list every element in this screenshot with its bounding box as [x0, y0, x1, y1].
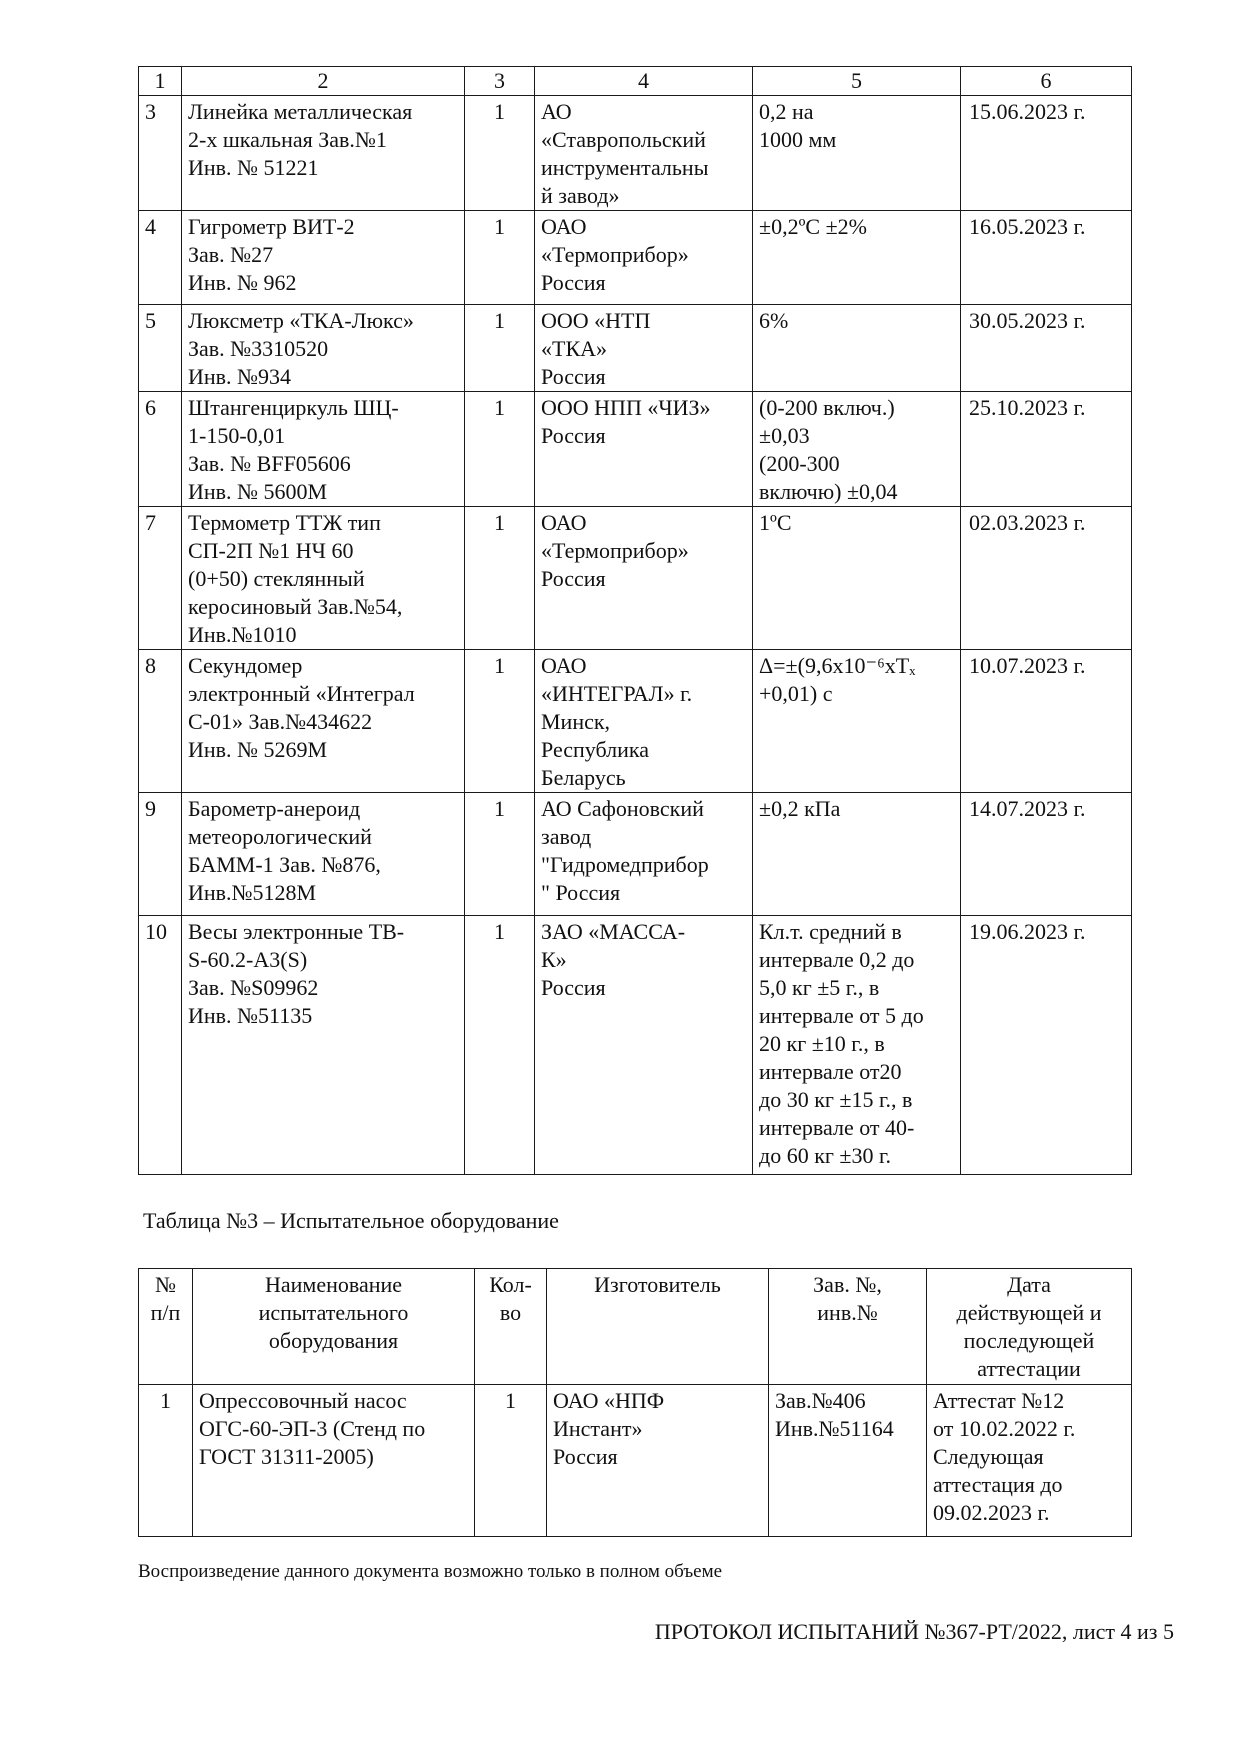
row-number-cell: 10 — [139, 916, 182, 1175]
table-row — [139, 650, 1132, 793]
instrument-name-cell: Барометр-анероид метеорологический БАММ-1 Зав. №876, Инв.№5128М — [182, 793, 465, 916]
quantity-cell: 1 — [465, 650, 535, 793]
column-number-cell: 4 — [535, 67, 753, 96]
manufacturer-cell: ОАО «ИНТЕГРАЛ» г. Минск, Республика Беларусь — [535, 650, 753, 793]
instrument-name-cell: Термометр ТТЖ тип СП-2П №1 НЧ 60 (0+50) стеклянный керосиновый Зав.№54, Инв.№1010 — [182, 507, 465, 650]
quantity-cell: 1 — [475, 1385, 547, 1537]
column-number-cell: 6 — [961, 67, 1132, 96]
verification-date-cell: 19.06.2023 г. — [961, 916, 1132, 1175]
column-number-cell: 3 — [465, 67, 535, 96]
header-cell-number: № п/п — [139, 1269, 193, 1385]
serial-number-cell: Зав.№406 Инв.№51164 — [769, 1385, 927, 1537]
quantity-cell: 1 — [465, 96, 535, 211]
row-number-cell: 1 — [139, 1385, 193, 1537]
quantity-cell: 1 — [465, 793, 535, 916]
page-reference: ПРОТОКОЛ ИСПЫТАНИЙ №367-РТ/2022, лист 4 из 5 — [654, 1619, 1174, 1644]
table-row — [139, 507, 1132, 650]
accuracy-cell: Кл.т. средний в интервале 0,2 до 5,0 кг ±5 г., в интервале от 5 до 20 кг ±10 г., в интервале от20 до 30 кг ±15 г., в интервале от 40- до 60 кг ±30 г. — [753, 916, 961, 1175]
accuracy-cell: 6% — [753, 305, 961, 392]
table-row — [139, 96, 1132, 211]
instrument-name-cell: Гигрометр ВИТ-2 Зав. №27 Инв. № 962 — [182, 211, 465, 305]
accuracy-cell: ±0,2 кПа — [753, 793, 961, 916]
table-row — [139, 916, 1132, 1175]
manufacturer-cell: АО Сафоновский завод "Гидромедприбор " Россия — [535, 793, 753, 916]
row-number-cell: 4 — [139, 211, 182, 305]
verification-date-cell: 02.03.2023 г. — [961, 507, 1132, 650]
row-number-cell: 9 — [139, 793, 182, 916]
header-cell-quantity: Кол- во — [475, 1269, 547, 1385]
manufacturer-cell: ООО «НТП «ТКА» Россия — [535, 305, 753, 392]
reproduction-notice: Воспроизведение данного документа возможно только в полном объеме — [138, 1561, 723, 1582]
column-number-cell: 2 — [182, 67, 465, 96]
column-number-header-row — [139, 67, 1132, 96]
instrument-name-cell: Линейка металлическая 2-х шкальная Зав.№1 Инв. № 51221 — [182, 96, 465, 211]
table-row — [139, 305, 1132, 392]
header-cell-attestation: Дата действующей и последующей аттестации — [927, 1269, 1132, 1385]
quantity-cell: 1 — [465, 305, 535, 392]
manufacturer-cell: ОАО «Термоприбор» Россия — [535, 211, 753, 305]
verification-date-cell: 14.07.2023 г. — [961, 793, 1132, 916]
table3-caption: Таблица №3 – Испытательное оборудование — [143, 1208, 559, 1233]
verification-date-cell: 10.07.2023 г. — [961, 650, 1132, 793]
table-header-row — [139, 1269, 1132, 1385]
table-row — [139, 211, 1132, 305]
manufacturer-cell: ООО НПП «ЧИЗ» Россия — [535, 392, 753, 507]
table-row — [139, 1385, 1132, 1537]
instrument-name-cell: Люксметр «ТКА-Люкс» Зав. №3310520 Инв. №934 — [182, 305, 465, 392]
measuring-instruments-table — [138, 66, 1132, 1175]
verification-date-cell: 30.05.2023 г. — [961, 305, 1132, 392]
accuracy-cell: 0,2 на 1000 мм — [753, 96, 961, 211]
manufacturer-cell: ОАО «НПФ Инстант» Россия — [547, 1385, 769, 1537]
manufacturer-cell: ЗАО «МАССА- К» Россия — [535, 916, 753, 1175]
verification-date-cell: 15.06.2023 г. — [961, 96, 1132, 211]
header-cell-manufacturer: Изготовитель — [547, 1269, 769, 1385]
row-number-cell: 8 — [139, 650, 182, 793]
table-row — [139, 793, 1132, 916]
instrument-name-cell: Штангенциркуль ШЦ- 1-150-0,01 Зав. № BFF05606 Инв. № 5600М — [182, 392, 465, 507]
quantity-cell: 1 — [465, 507, 535, 650]
row-number-cell: 5 — [139, 305, 182, 392]
row-number-cell: 7 — [139, 507, 182, 650]
instrument-name-cell: Секундомер электронный «Интеграл С-01» Зав.№434622 Инв. № 5269М — [182, 650, 465, 793]
manufacturer-cell: ОАО «Термоприбор» Россия — [535, 507, 753, 650]
manufacturer-cell: АО «Ставропольский инструментальны й завод» — [535, 96, 753, 211]
quantity-cell: 1 — [465, 916, 535, 1175]
verification-date-cell: 25.10.2023 г. — [961, 392, 1132, 507]
quantity-cell: 1 — [465, 211, 535, 305]
column-number-cell: 1 — [139, 67, 182, 96]
equipment-name-cell: Опрессовочный насос ОГС-60-ЭП-3 (Стенд по ГОСТ 31311-2005) — [193, 1385, 475, 1537]
test-equipment-table — [138, 1268, 1132, 1537]
accuracy-cell: 1ºС — [753, 507, 961, 650]
row-number-cell: 3 — [139, 96, 182, 211]
column-number-cell: 5 — [753, 67, 961, 96]
accuracy-cell: (0-200 включ.) ±0,03 (200-300 включю) ±0,04 — [753, 392, 961, 507]
quantity-cell: 1 — [465, 392, 535, 507]
accuracy-cell: Δ=±(9,6х10⁻⁶хTₓ +0,01) с — [753, 650, 961, 793]
header-cell-serial: Зав. №, инв.№ — [769, 1269, 927, 1385]
attestation-cell: Аттестат №12 от 10.02.2022 г. Следующая аттестация до 09.02.2023 г. — [927, 1385, 1132, 1537]
accuracy-cell: ±0,2ºС ±2% — [753, 211, 961, 305]
header-cell-name: Наименование испытательного оборудования — [193, 1269, 475, 1385]
verification-date-cell: 16.05.2023 г. — [961, 211, 1132, 305]
row-number-cell: 6 — [139, 392, 182, 507]
table-row — [139, 392, 1132, 507]
instrument-name-cell: Весы электронные ТВ- S-60.2-А3(S) Зав. №S09962 Инв. №51135 — [182, 916, 465, 1175]
